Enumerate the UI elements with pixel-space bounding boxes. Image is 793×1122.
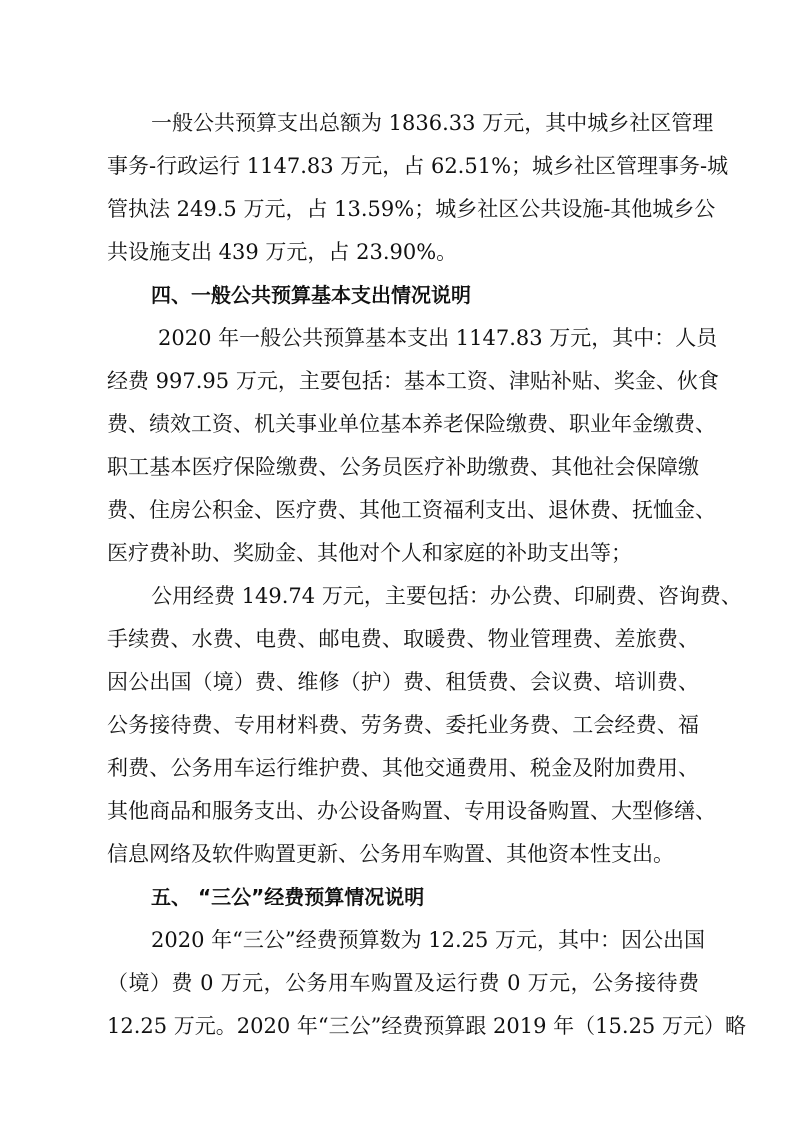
paragraph-3-line-2: 手续费、水费、电费、邮电费、取暖费、物业管理费、差旅费、 — [107, 627, 699, 651]
paragraph-1-line-4: 共设施支出 439 万元，占 23.90%。 — [107, 240, 458, 264]
paragraph-2-line-4: 职工基本医疗保险缴费、公务员医疗补助缴费、其他社会保障缴 — [107, 455, 699, 479]
paragraph-1-line-3: 管执法 249.5 万元，占 13.59%；城乡社区公共设施-其他城乡公 — [107, 197, 716, 221]
paragraph-4-line-2: （境）费 0 万元，公务用车购置及运行费 0 万元，公务接待费 — [107, 971, 699, 995]
paragraph-4-line-1: 2020 年“三公”经费预算数为 12.25 万元，其中：因公出国 — [151, 928, 706, 952]
paragraph-1-line-1: 一般公共预算支出总额为 1836.33 万元，其中城乡社区管理 — [151, 111, 714, 135]
section-5-heading: 五、 “三公”经费预算情况说明 — [151, 885, 425, 909]
paragraph-3-line-4: 公务接待费、专用材料费、劳务费、委托业务费、工会经费、福 — [107, 713, 699, 737]
paragraph-2-line-3: 费、绩效工资、机关事业单位基本养老保险缴费、职业年金缴费、 — [107, 412, 716, 436]
paragraph-3-line-7: 信息网络及软件购置更新、公务用车购置、其他资本性支出。 — [107, 842, 674, 866]
paragraph-2-line-5: 费、住房公积金、医疗费、其他工资福利支出、退休费、抚恤金、 — [107, 498, 716, 522]
paragraph-3-line-1: 公用经费 149.74 万元，主要包括：办公费、印刷费、咨询费、 — [151, 584, 742, 608]
paragraph-3-line-6: 其他商品和服务支出、办公设备购置、专用设备购置、大型修缮、 — [107, 799, 716, 823]
paragraph-2-line-2: 经费 997.95 万元，主要包括：基本工资、津贴补贴、奖金、伙食 — [107, 369, 719, 393]
paragraph-3-line-5: 利费、公务用车运行维护费、其他交通费用、税金及附加费用、 — [107, 756, 699, 780]
paragraph-2-line-1: 2020 年一般公共预算基本支出 1147.83 万元，其中：人员 — [158, 326, 718, 350]
paragraph-1-line-2: 事务-行政运行 1147.83 万元，占 62.51%；城乡社区管理事务-城 — [107, 154, 729, 178]
paragraph-4-line-3: 12.25 万元。2020 年“三公”经费预算跟 2019 年（15.25 万元）略 — [107, 1014, 746, 1038]
paragraph-2-line-6: 医疗费补助、奖励金、其他对个人和家庭的补助支出等； — [107, 541, 632, 565]
section-4-heading: 四、一般公共预算基本支出情况说明 — [151, 283, 471, 307]
paragraph-3-line-3: 因公出国（境）费、维修（护）费、租赁费、会议费、培训费、 — [107, 670, 699, 694]
